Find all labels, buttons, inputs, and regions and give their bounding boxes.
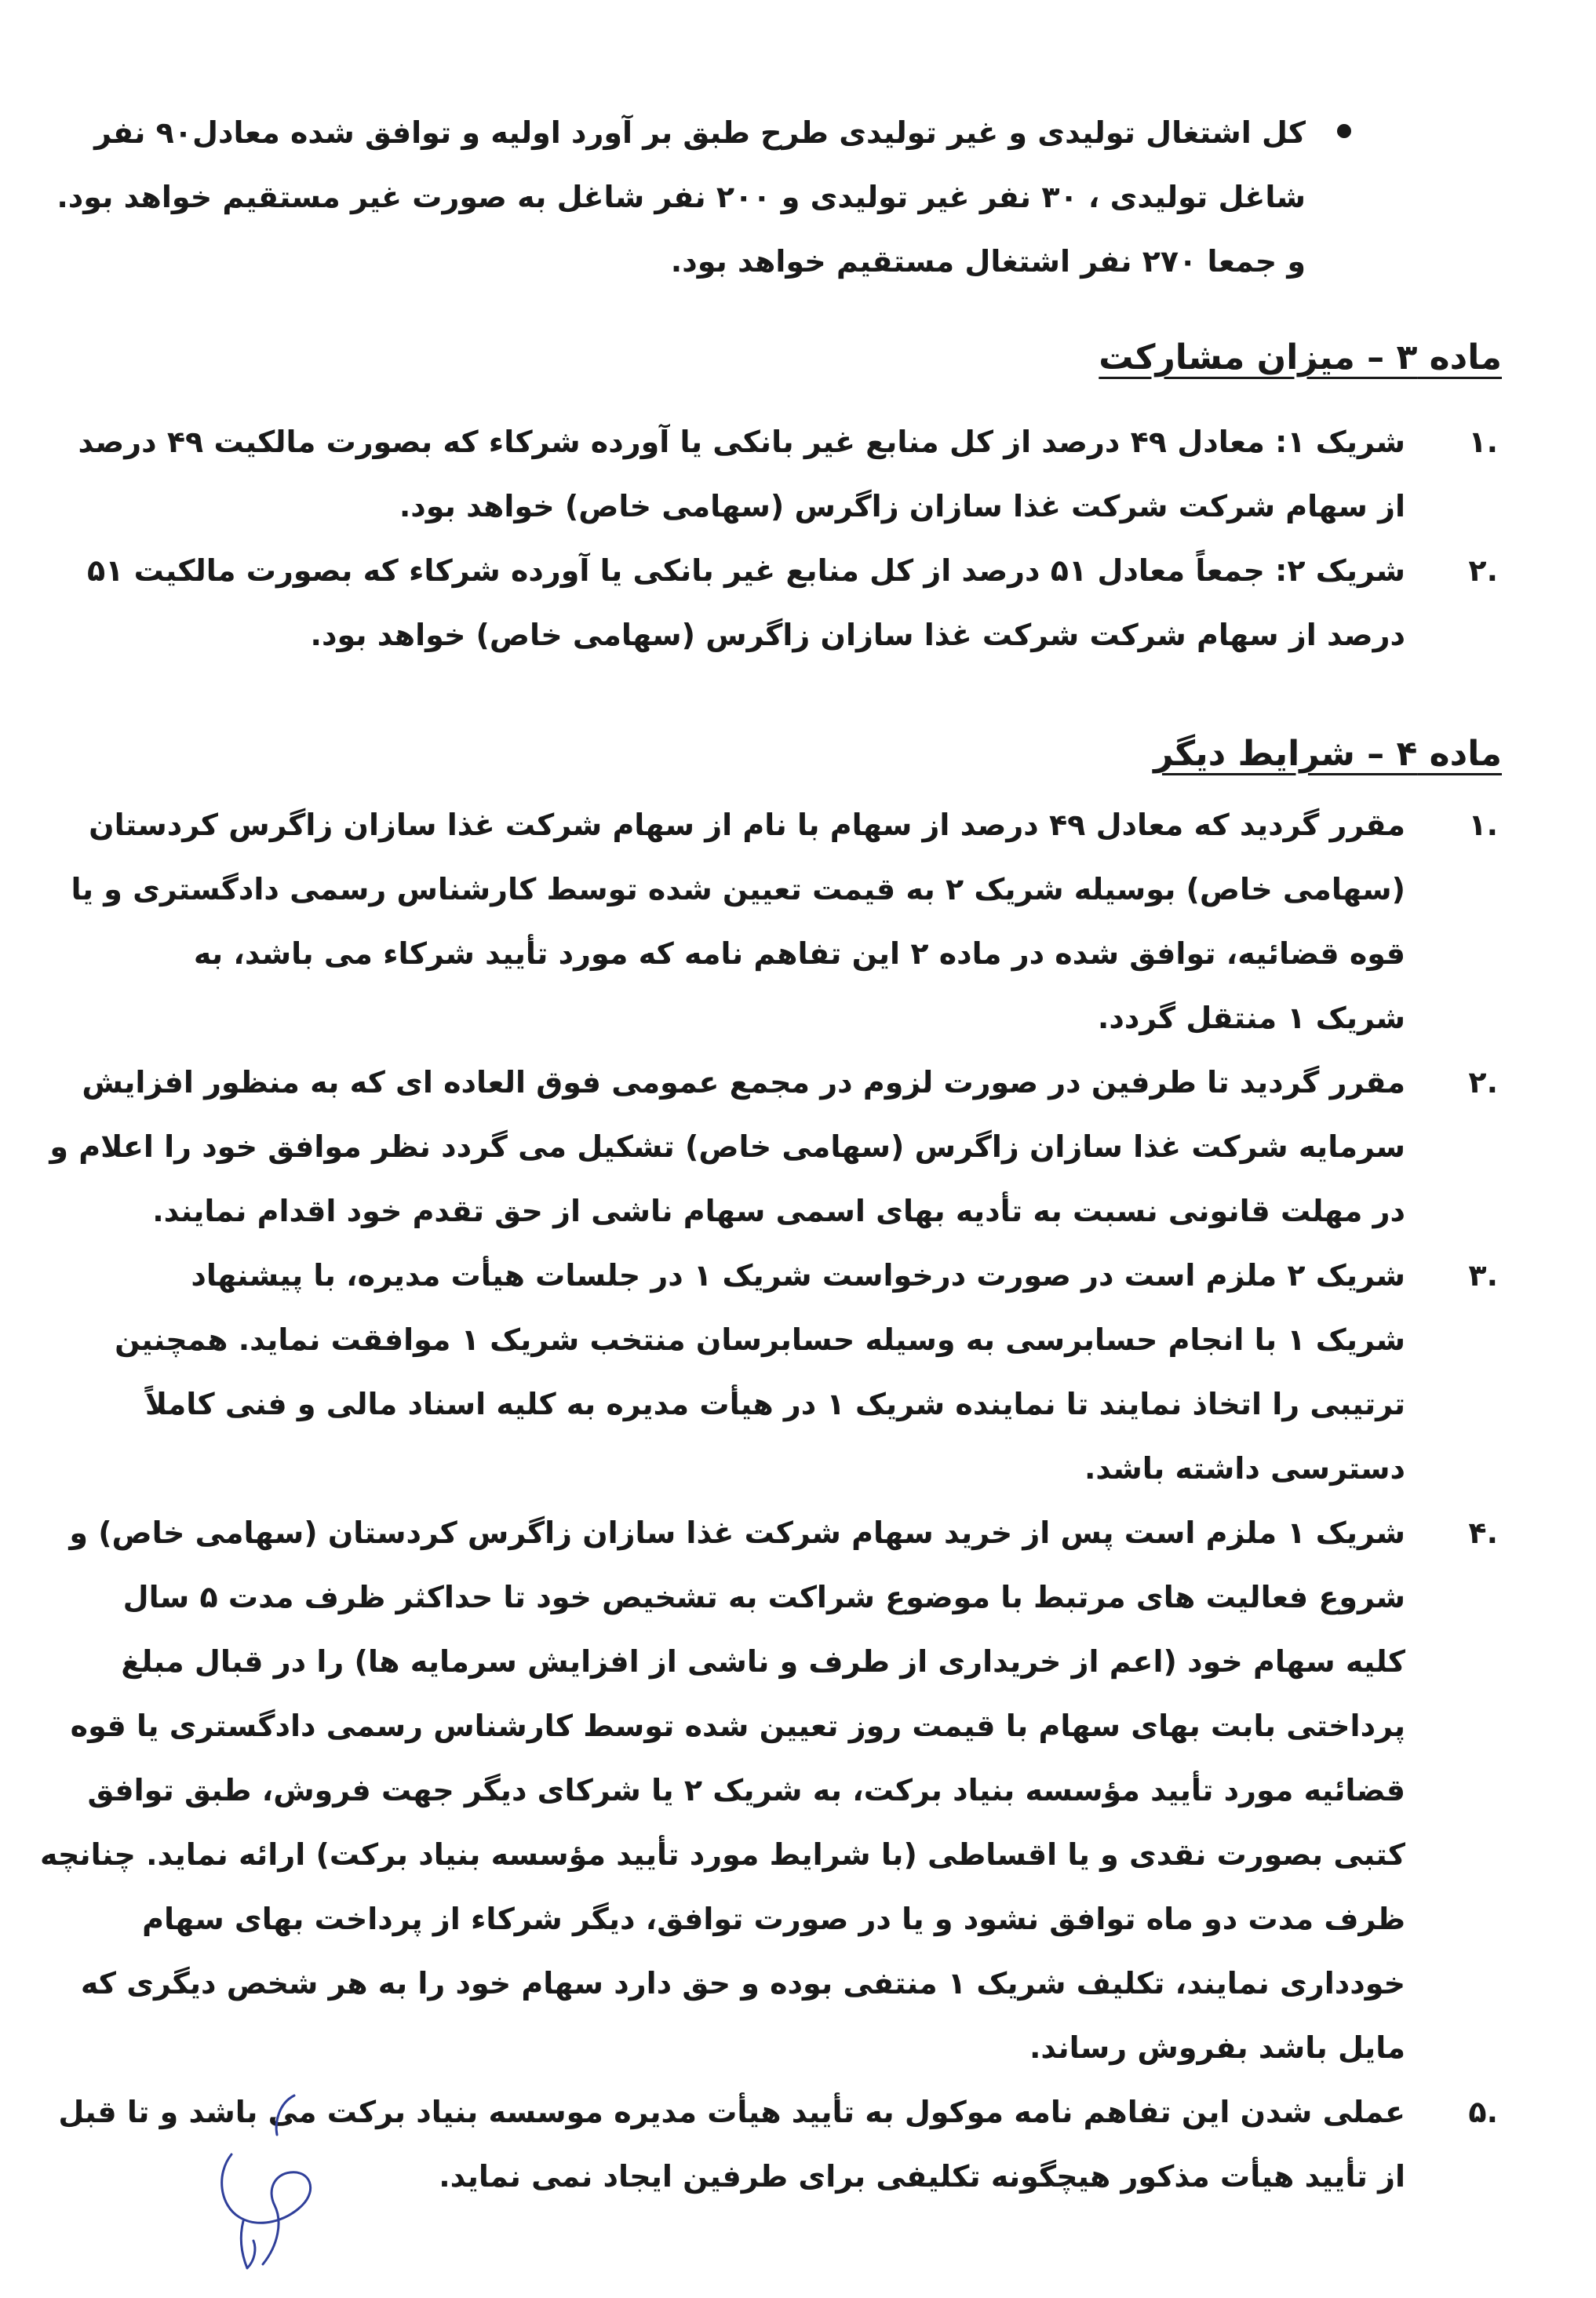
text-line: شریک ۱: معادل ۴۹ درصد از کل منابع غیر بانکی یا آورده شرکاء که بصورت مالکیت ۴۹ درصد — [78, 425, 1405, 459]
item-number: .۲ — [1468, 553, 1498, 588]
text-line: قوه قضائیه، توافق شده در ماده ۲ این تفاهم نامه که مورد تأیید شرکاء می باشد، به — [193, 936, 1405, 971]
article3-heading — [1099, 337, 1502, 378]
item-number: .۱ — [1468, 808, 1498, 842]
text-line: ترتیبی را اتخاذ نمایند تا نماینده شریک ۱ در هیأت مدیره به کلیه اسناد مالی و فنی کاملاً — [144, 1387, 1405, 1421]
text-line: شریک ۱ ملزم است پس از خرید سهام شرکت غذا سازان زاگرس کردستان (سهامی خاص) و — [69, 1516, 1405, 1550]
text-line: شریک ۱ با انجام حسابرسی به وسیله حسابرسان منتخب شریک ۱ موافقت نماید. همچنین — [115, 1322, 1405, 1357]
text-line: خودداری نمایند، تکلیف شریک ۱ منتفی بوده و حق دارد سهام خود را به هر شخص دیگری که — [80, 1966, 1405, 2001]
text-line: کلیه سهام خود (اعم از خریداری از طرف و ناشی از افزایش سرمایه ها) را در قبال مبلغ — [121, 1644, 1405, 1679]
text-line: شاغل تولیدی ، ۳۰ نفر غیر تولیدی و ۲۰۰ نفر شاغل به صورت غیر مستقیم خواهد بود. — [56, 180, 1306, 214]
text-line: شریک ۲: جمعاً معادل ۵۱ درصد از کل منابع غیر بانکی یا آورده شرکاء که بصورت مالکیت ۵۱ — [87, 553, 1405, 588]
text-line: مقرر گردید تا طرفین در صورت لزوم در مجمع عمومی فوق العاده ای که به منظور افزایش — [82, 1065, 1405, 1100]
list-item — [101, 1243, 1498, 1501]
text-line: دسترسی داشته باشد. — [1084, 1451, 1405, 1486]
item-number: .۵ — [1468, 2095, 1498, 2129]
text-line: قضائیه مورد تأیید مؤسسه بنیاد برکت، به شریک ۲ یا شرکای دیگر جهت فروش، طبق توافق — [87, 1773, 1405, 1807]
list-item — [71, 793, 1498, 1050]
text-line: در مهلت قانونی نسبت به تأدیه بهای اسمی سهام ناشی از حق تقدم خود اقدام نمایند. — [152, 1194, 1405, 1228]
item-number: .۴ — [1468, 1516, 1498, 1550]
text-line: عملی شدن این تفاهم نامه موکول به تأیید هیأت مدیره موسسه بنیاد برکت می باشد و تا قبل — [58, 2095, 1405, 2129]
article4-list — [39, 793, 1498, 2194]
text-line: کتبی بصورت نقدی و یا اقساطی (با شرایط مورد تأیید مؤسسه بنیاد برکت) ارائه نماید. چنانچه — [39, 1837, 1405, 1872]
text-line: شریک ۱ منتقل گردد. — [1097, 1001, 1405, 1035]
text-line: ظرف مدت دو ماه توافق نشود و یا در صورت توافق، دیگر شرکاء از پرداخت بهای سهام — [142, 1902, 1405, 1936]
handwritten-signature-icon — [200, 2080, 357, 2276]
text-line: از سهام شرکت شرکت غذا سازان زاگرس (سهامی خاص) خواهد بود. — [399, 489, 1405, 523]
list-item — [87, 538, 1498, 667]
text-line: و جمعا ۲۷۰ نفر اشتغال مستقیم خواهد بود. — [670, 244, 1306, 279]
item-text — [101, 1243, 1405, 1501]
text-line: شریک ۲ ملزم است در صورت درخواست شریک ۱ در جلسات هیأت مدیره، با پیشنهاد — [191, 1258, 1405, 1293]
bullet-paragraph — [56, 100, 1306, 294]
text-line: کل اشتغال تولیدی و غیر تولیدی طرح طبق بر آورد اولیه و توافق شده معادل۹۰ نفر — [94, 115, 1306, 150]
section-title: ماده ۳ – میزان مشارکت — [1099, 337, 1502, 378]
list-item — [39, 1501, 1498, 2080]
article4-heading — [1153, 734, 1502, 774]
text-line: مقرر گردید که معادل ۴۹ درصد از سهام با نام از سهام شرکت غذا سازان زاگرس کردستان — [89, 808, 1405, 842]
list-item — [49, 1050, 1498, 1243]
item-number: .۱ — [1468, 425, 1498, 459]
item-text — [39, 1501, 1405, 2080]
text-line: شروع فعالیت های مرتبط با موضوع شراکت به تشخیص خود تا حداکثر ظرف مدت ۵ سال — [122, 1580, 1405, 1614]
item-text — [71, 793, 1405, 1050]
item-number: .۳ — [1468, 1258, 1498, 1293]
item-text — [49, 1050, 1405, 1243]
text-line: (سهامی خاص) بوسیله شریک ۲ به قیمت تعیین شده توسط کارشناس رسمی دادگستری و یا — [71, 872, 1405, 906]
list-item — [78, 410, 1498, 538]
text-line: مایل باشد بفروش رساند. — [1029, 2030, 1405, 2065]
bullet-text — [56, 100, 1306, 294]
item-text — [87, 538, 1405, 667]
item-number: .۲ — [1468, 1065, 1498, 1100]
text-line: درصد از سهام شرکت شرکت غذا سازان زاگرس (سهامی خاص) خواهد بود. — [310, 618, 1405, 652]
item-text — [78, 410, 1405, 538]
text-line: سرمایه شرکت غذا سازان زاگرس (سهامی خاص) تشکیل می گردد نظر موافق خود را اعلام و — [49, 1129, 1405, 1164]
text-line: پرداختی بابت بهای سهام با قیمت روز تعیین شده توسط کارشناس رسمی دادگستری یا قوه — [70, 1709, 1405, 1743]
text-line: از تأیید هیأت مذکور هیچگونه تکلیفی برای طرفین ایجاد نمی نماید. — [439, 2159, 1405, 2194]
section-title: ماده ۴ – شرایط دیگر — [1153, 734, 1502, 774]
bullet-dot-icon — [1337, 124, 1351, 138]
